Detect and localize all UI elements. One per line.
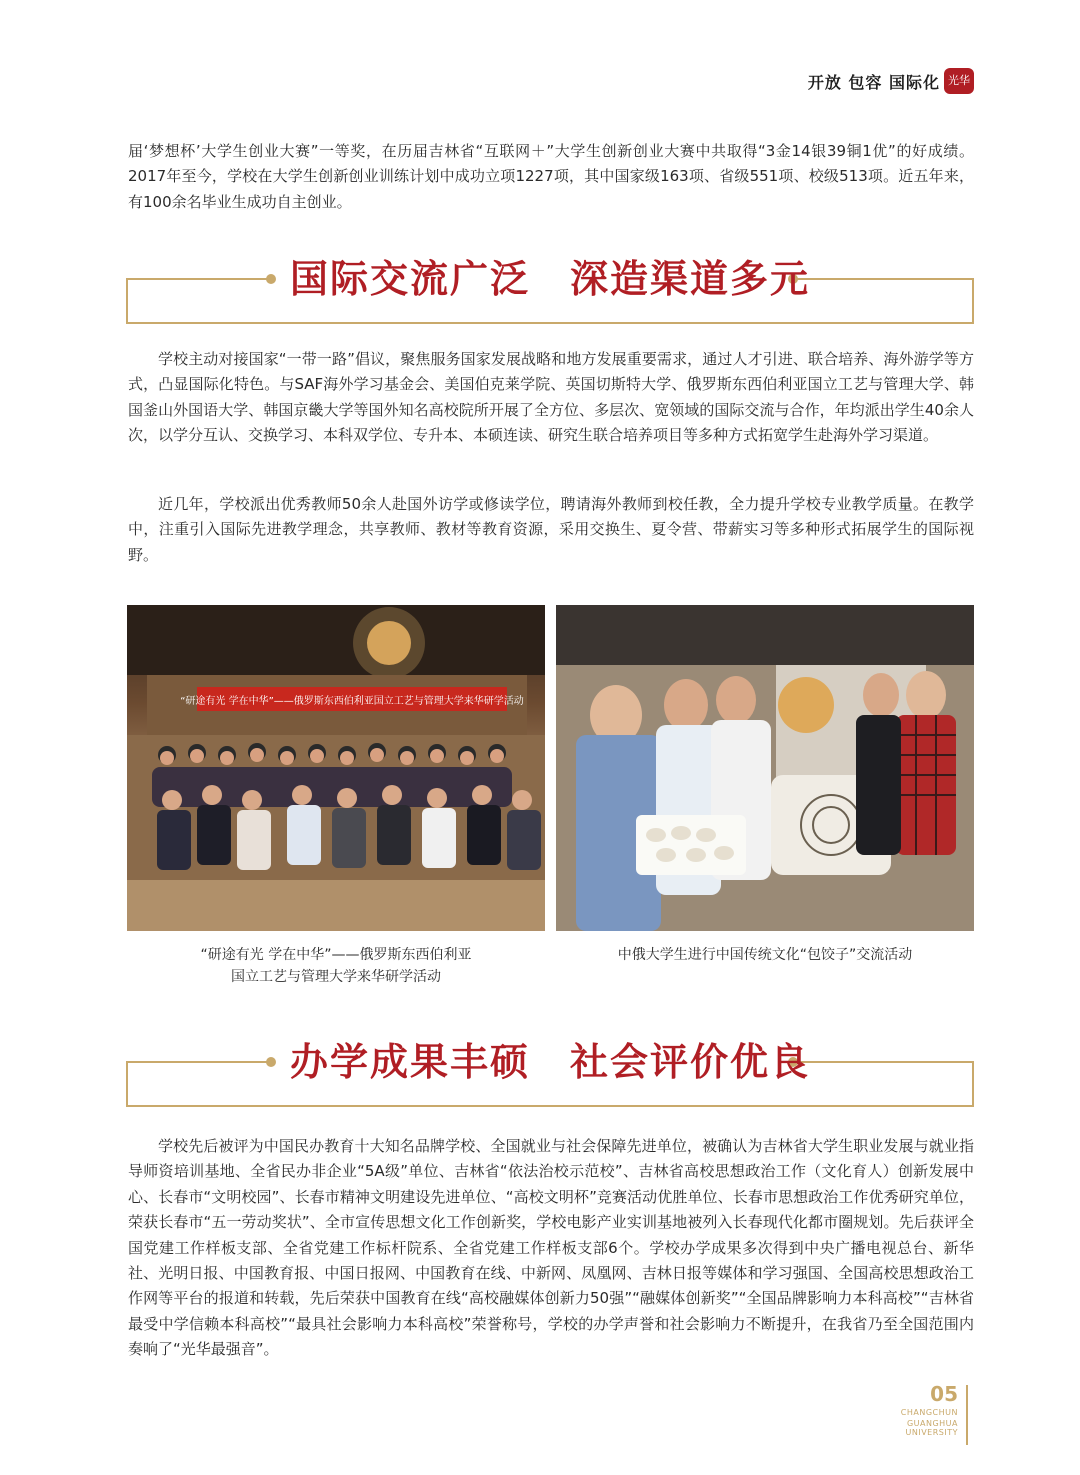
section-heading-international	[126, 248, 974, 320]
heading-frame-bottom	[126, 322, 974, 324]
section-title: 国际交流广泛 深造渠道多元	[289, 257, 810, 301]
heading-frame-bottom	[126, 1105, 974, 1107]
page-number: 05	[930, 1382, 958, 1406]
dumpling-making-photo	[556, 605, 974, 931]
caption-left-line2: 国立工艺与管理大学来华研学活动	[231, 969, 441, 985]
header-slogan: 开放 包容 国际化	[807, 73, 940, 92]
group-photo-russian-delegation	[127, 605, 545, 931]
photo-caption-right: 中俄大学生进行中国传统文化“包饺子”交流活动	[617, 947, 913, 963]
section2-paragraph: 学校先后被评为中国民办教育十大知名品牌学校、全国就业与社会保障先进单位，被确认为吉林省大学生职业发展与就业指导师资培训基地、全省民办非企业“5A级”单位、吉林省“依法治校示范校”、吉林省高校思想政治工作（文化育人）创新发展中心、长春市“文明校园”、长春市精神文明建设先进单位、“高校文明杯”竞赛活动优胜单位、长春市思想政治工作优秀研究单位，荣获长春市“五一劳动奖状”、全市宣传思想文化工作创新奖，学校电影产业实训基地被列入长春现代化都市圈规划。先后获评全国党建工作样板支部、全省党建工作标杆院系、全省党建工作样板支部6个。学校办学成果多次得到中央广播电视总台、新华社、光明日报、中国教育报、中国日报网、中国教育在线、中新网、凤凰网、吉林日报等媒体和学习强国、全国高校思想政治工作网等平台的报道和转载，先后荣获中国教育在线“高校融媒体创新力50强”“融媒体创新奖”“全国品牌影响力本科高校”“吉林省最受中学信赖本科高校”“最具社会影响力本科高校”荣誉称号，学校的办学声誉和社会影响力不断提升，在我省乃至全国范围内奏响了“光华最强音”。	[128, 1137, 974, 1359]
caption-left-line1: “研途有光 学在中华”——俄罗斯东西伯利亚	[200, 947, 472, 963]
footer-university-line2: GUANGHUA UNIVERSITY	[905, 1419, 958, 1437]
footer-university-line1: CHANGCHUN	[900, 1408, 958, 1417]
footer-divider	[966, 1385, 968, 1445]
photo-banner-text: “研途有光 学在中华”——俄罗斯东西伯利亚国立工艺与管理大学来华研学活动	[180, 696, 524, 707]
section1-paragraph-1: 学校主动对接国家“一带一路”倡议，聚焦服务国家发展战略和地方发展重要需求，通过人才引进、联合培养、海外游学等方式，凸显国际化特色。与SAF海外学习基金会、美国伯克莱学院、英国切斯特大学、俄罗斯东西伯利亚国立工艺与管理大学、韩国釜山外国语大学、韩国京畿大学等国外知名高校院所开展了全方位、多层次、宽领域的国际交流与合作，年均派出学生40余人次，以学分互认、交换学习、本科双学位、专升本、本硕连读、研究生联合培养项目等多种方式拓宽学生赴海外学习渠道。	[128, 350, 974, 445]
university-seal-logo: 光华	[944, 68, 974, 94]
section-heading-achievements	[126, 1031, 974, 1103]
photo-caption-left	[127, 944, 545, 988]
intro-paragraph: 届‘梦想杯’大学生创业大赛”一等奖，在历届吉林省“互联网＋”大学生创新创业大赛中共取得“3金14银39铜1优”的好成绩。2017年至今，学校在大学生创新创业训练计划中成功立项1227项，其中国家级163项、省级551项、校级513项。近五年来，有100余名毕业生成功自主创业。	[128, 142, 974, 211]
section1-paragraph-2: 近几年，学校派出优秀教师50余人赴国外访学或修读学位，聘请海外教师到校任教，全力提升学校专业教学质量。在教学中，注重引入国际先进教学理念，共享教师、教材等教育资源，采用交换生、夏令营、带薪实习等多种形式拓展学生的国际视野。	[128, 495, 974, 564]
section-title: 办学成果丰硕 社会评价优良	[289, 1040, 810, 1084]
